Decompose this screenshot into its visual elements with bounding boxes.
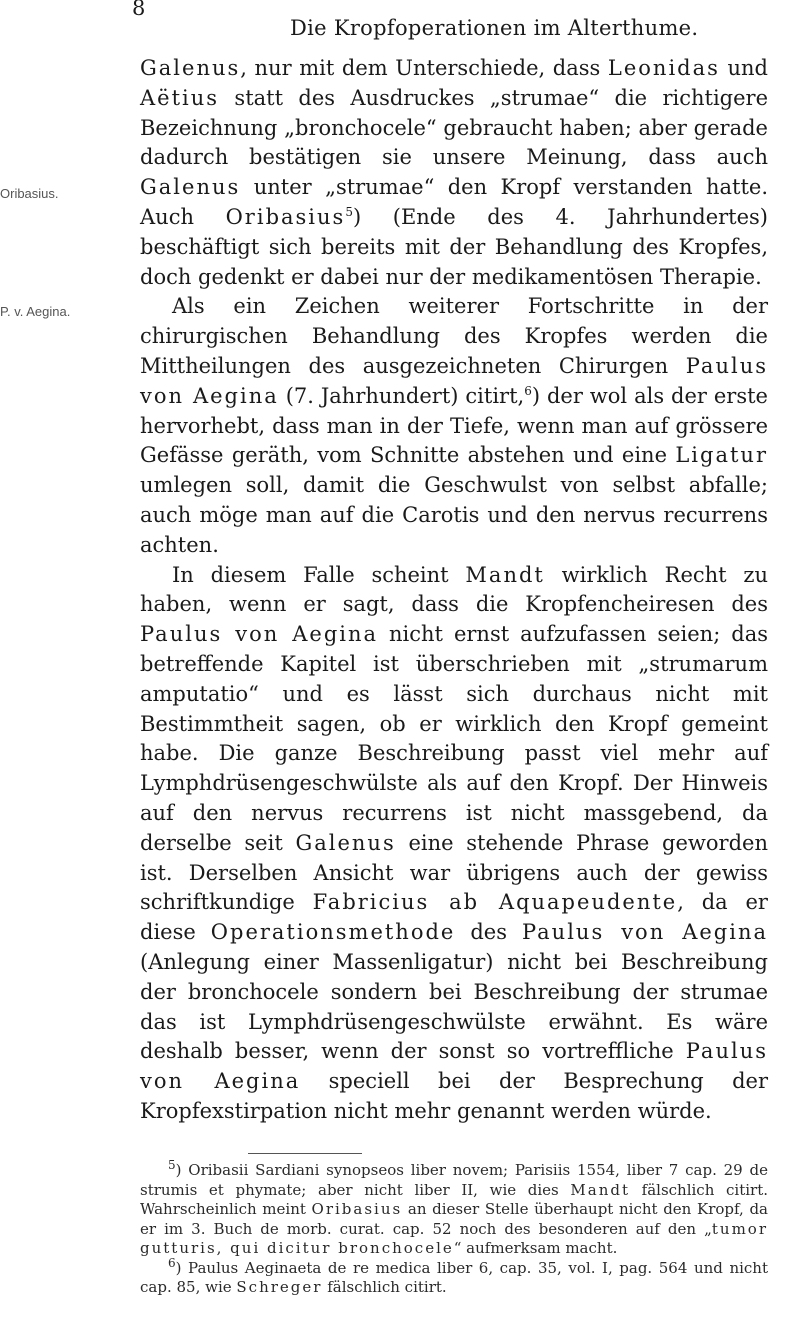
spaced-name: Aëtius — [140, 85, 220, 110]
text-run: , nur mit dem Unterschiede, dass — [240, 56, 608, 80]
text-run: nicht ernst aufzufassen seien; das betreffende Kapitel ist überschrieben mit „strumarum amputatio“ und es lässt sich durchaus nicht mit Bestimmtheit sagen, ob er wirklich den Kropf gemeint habe. Die ganze Beschreibung passt viel mehr auf Lymphdrüsengeschwülste als auf den Kropf. Der Hinweis auf den nervus recurrens ist nicht massgebend, da derselbe seit — [140, 622, 768, 855]
text-run: ) der wol als der erste hervorhebt, dass man in der Tiefe, wenn man auf grössere Gefässe geräth, vom Schnitte abstehen und eine — [140, 383, 768, 468]
text-run: und — [719, 56, 768, 80]
spaced-name: Fabricius ab Aquapeudente — [312, 890, 678, 915]
text-run: umlegen soll, damit die Geschwulst von selbst abfalle; auch möge man auf die Carotis und den nervus recurrens achten. — [140, 473, 768, 557]
text-run: (7. Jahrhundert) citirt, — [278, 383, 525, 408]
text-run: In diesem Falle scheint — [172, 562, 466, 587]
paragraph — [140, 54, 768, 292]
running-title: Die Kropfoperationen im Alterthume. — [290, 16, 699, 40]
text-run: an dieser Stelle überhaupt nicht den Kropf, da er im 3. Buch de morb. curat. cap. 52 noch des besonderen auf den „ — [140, 1200, 768, 1238]
text-run: (Anlegung einer Massenligatur) nicht bei Beschreibung der bronchocele sondern bei Beschreibung der strumae das ist Lymphdrüsengeschwülste erwähnt. Es wäre deshalb besser, wenn der sonst so vortreffliche — [140, 949, 768, 1064]
margin-note-paulus: P. v. Aegina. — [0, 304, 71, 319]
spaced-name: Mandt — [570, 1180, 630, 1199]
footnote-ref: 5 — [168, 1158, 176, 1172]
spaced-name: Ligatur — [675, 443, 768, 468]
spaced-name: tumor gutturis, qui dicitur bronchocele — [140, 1219, 768, 1257]
spaced-name: Paulus von Aegina — [140, 353, 768, 408]
text-run: speciell bei der Besprechung der Kropfexstirpation nicht mehr genannt werden würde. — [140, 1069, 769, 1123]
spaced-name: Oribasius — [225, 204, 346, 229]
text-run: fälschlich citirt. Wahrscheinlich meint — [140, 1180, 769, 1218]
spaced-name: Mandt — [465, 562, 545, 587]
text-run: wirklich Recht zu haben, wenn er sagt, dass die Kropfencheiresen des — [140, 562, 768, 617]
spaced-name: Oribasius — [311, 1200, 403, 1218]
spaced-name: Paulus von Aegina — [140, 1039, 768, 1094]
spaced-name: Paulus von Aegina — [521, 920, 769, 945]
text-run: ) Paulus Aeginaeta de re medica liber 6, cap. 35, vol. I, pag. 564 und nicht cap. 85, wie — [140, 1258, 768, 1296]
page-number: 8 — [132, 0, 146, 20]
text-run: ) Oribasii Sardiani synopseos liber novem; Parisiis 1554, liber 7 cap. 29 de strumis et phymate; aber nicht liber II, wie dies — [140, 1161, 768, 1199]
spaced-name: Galenus — [295, 830, 396, 855]
text-run: , da er diese — [140, 890, 768, 945]
text-run: ) (Ende des 4. Jahrhundertes) beschäftigt sich bereits mit der Behandlung des Kropfes, doch gedenkt er dabei nur der medikamentösen Therapie. — [140, 204, 768, 289]
text-run: fälschlich citirt. — [322, 1278, 447, 1296]
margin-note-oribasius: Oribasius. — [0, 186, 59, 201]
footnotes — [140, 1158, 769, 1298]
spaced-name: Operationsmethode — [210, 920, 456, 945]
paragraph — [140, 561, 768, 1127]
paragraph — [140, 292, 768, 560]
text-run: des — [455, 920, 522, 945]
spaced-name: Galenus — [140, 175, 241, 200]
text-run: “ aufmerksam macht. — [453, 1239, 618, 1257]
spaced-name: Galenus — [140, 56, 241, 80]
spaced-name: Paulus von Aegina — [140, 622, 379, 647]
body-text — [140, 54, 768, 1127]
text-run: eine stehende Phrase geworden ist. Derselben Ansicht war übrigens auch der gewiss schriftkundige — [140, 830, 768, 915]
footnote-ref: 6 — [168, 1255, 176, 1270]
footnote-ref: 5 — [345, 204, 353, 219]
text-run: unter „strumae“ den Kropf verstanden hatte. Auch — [140, 175, 768, 229]
spaced-name: Schreger — [236, 1278, 323, 1296]
footnote-ref: 6 — [524, 383, 532, 398]
text-run: statt des Ausdruckes „strumae“ die richtigere Bezeichnung „bronchocele“ gebraucht haben; aber gerade dadurch bestätigen sie unsere Meinung, dass auch — [140, 85, 768, 170]
text-run: Als ein Zeichen weiterer Fortschritte in der chirurgischen Behandlung des Kropfes werden die Mittheilungen des ausgezeichneten Chirurgen — [140, 294, 768, 378]
footnote-6 — [140, 1255, 768, 1298]
spaced-name: Leonidas — [607, 56, 720, 80]
footnote-5 — [140, 1158, 769, 1259]
footnote-rule — [248, 1153, 362, 1154]
